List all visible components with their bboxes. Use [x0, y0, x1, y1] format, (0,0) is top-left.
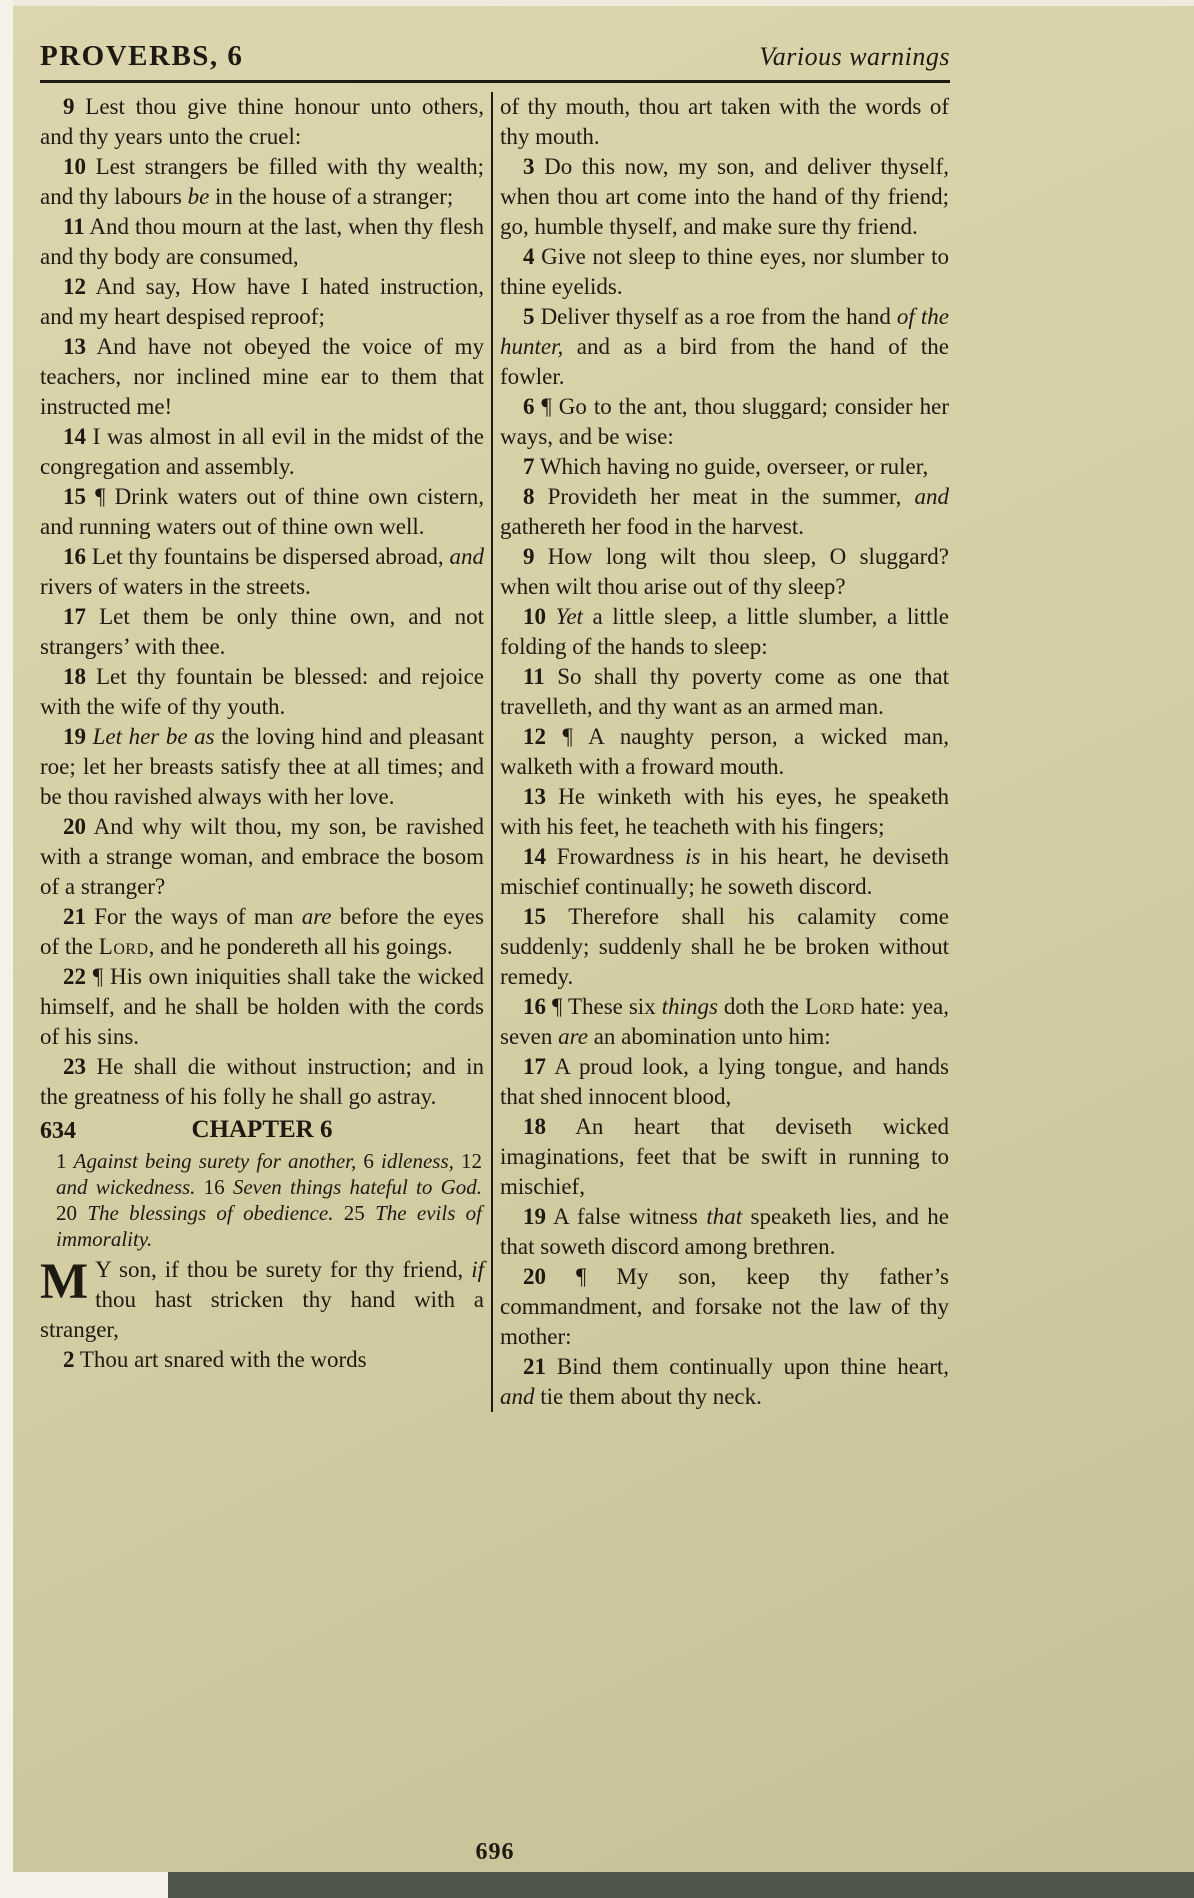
verse-17: 17 Let them be only thine own, and not strangers’ with thee. [40, 604, 484, 659]
verse-number: 17 [523, 1054, 546, 1079]
verse-2: 2 Thou art snared with the words [63, 1347, 367, 1372]
verse-14: 14 Frowardness is in his heart, he deviseth mischief continually; he soweth discord. [500, 844, 949, 899]
chapter-heading [40, 1114, 484, 1146]
verse-continuation: of thy mouth, thou art taken with the words of thy mouth. [500, 94, 949, 149]
folio-number: 634 [40, 1118, 76, 1144]
verse-number: 9 [523, 544, 535, 569]
verse-number: 10 [523, 604, 546, 629]
page-edge-left [0, 0, 13, 1898]
small-caps-lord: Lord [98, 934, 149, 959]
verse-9: 9 How long wilt thou sleep, O sluggard? when wilt thou arise out of thy sleep? [500, 544, 949, 599]
verse-number: 21 [523, 1354, 546, 1379]
verse-number: 12 [523, 724, 546, 749]
column-divider [491, 92, 493, 1412]
verse-number: 16 [523, 994, 546, 1019]
verse-number: 11 [523, 664, 545, 689]
running-head: Various warnings [759, 42, 950, 71]
verse-10: 10 Yet a little sleep, a little slumber, a little folding of the hands to sleep: [500, 604, 950, 659]
verse-5: 5 Deliver thyself as a roe from the hand of the hunter, and as a bird from the hand of the fowler. [500, 304, 949, 389]
verse-1-dropcap: M Y son, if thou be surety for thy friend, if thou hast stricken thy hand with a stranger, [40, 1254, 484, 1342]
verse-21: 21 For the ways of man are before the eyes of the Lord, and he pondereth all his goings. [40, 904, 485, 959]
verse-19: 19 A false witness that speaketh lies, and he that soweth discord among brethren. [500, 1204, 949, 1259]
verse-22: 22 ¶ His own iniquities shall take the wicked himself, and he shall be holden with the cords of his sins. [40, 964, 484, 1049]
verse-number: 13 [63, 334, 86, 359]
verse-number: 20 [63, 814, 86, 839]
verse-number: 16 [63, 544, 86, 569]
verse-number: 7 [523, 454, 535, 479]
verse-16: 16 Let thy fountains be dispersed abroad, and rivers of waters in the streets. [40, 544, 484, 599]
verse-number: 19 [523, 1204, 546, 1229]
verse-11: 11 So shall thy poverty come as one that travelleth, and thy want as an armed man. [500, 664, 949, 719]
chapter-label: CHAPTER 6 [191, 1116, 333, 1143]
verse-18: 18 Let thy fountain be blessed: and rejoice with the wife of thy youth. [40, 664, 484, 719]
page-edge-bottom-band [168, 1872, 1194, 1898]
page-edge-bottom-left [0, 1872, 168, 1898]
verse-number: 15 [63, 484, 86, 509]
page-footer [40, 1839, 950, 1866]
small-caps-lord: Lord [804, 994, 855, 1019]
verse-11: 11 And thou mourn at the last, when thy flesh and thy body are consumed, [40, 214, 484, 269]
verse-number: 19 [63, 724, 86, 749]
book-chapter-title: PROVERBS, 6 [40, 40, 244, 72]
drop-cap: M [40, 1254, 89, 1310]
verse-12: 12 ¶ A naughty person, a wicked man, walketh with a froward mouth. [500, 724, 949, 779]
verse-13: 13 And have not obeyed the voice of my teachers, nor inclined mine ear to them that instructed me! [40, 334, 484, 419]
verse-23: 23 He shall die without instruction; and in the greatness of his folly he shall go astray. [40, 1054, 484, 1109]
header-rule [40, 80, 950, 83]
verse-20: 20 ¶ My son, keep thy father’s commandment, and forsake not the law of thy mother: [500, 1264, 949, 1349]
text-columns [40, 92, 950, 1412]
chapter-summary: 1 Against being surety for another, 6 idleness, 12 and wickedness. 16 Seven things hateful to God. 20 The blessings of obedience. 25 The evils of immorality. [56, 1149, 483, 1251]
verse-number: 14 [523, 844, 546, 869]
verse-number: 4 [523, 244, 535, 269]
verse-number: 22 [63, 964, 86, 989]
verse-number: 21 [63, 904, 86, 929]
verse-number: 15 [523, 904, 546, 929]
verse-10: 10 Lest strangers be filled with thy wealth; and thy labours be in the house of a stranger; [40, 154, 484, 209]
verse-19: 19 Let her be as the loving hind and pleasant roe; let her breasts satisfy thee at all times; and be thou ravished always with her love. [40, 724, 484, 809]
verse-7: 7 Which having no guide, overseer, or ruler, [523, 454, 929, 479]
verse-number: 10 [63, 154, 86, 179]
verse-18: 18 An heart that deviseth wicked imaginations, feet that be swift in running to mischief, [500, 1114, 949, 1199]
verse-number: 11 [63, 214, 85, 239]
verse-number: 20 [523, 1264, 546, 1289]
verse-15: 15 Therefore shall his calamity come suddenly; suddenly shall he be broken without remedy. [500, 904, 949, 989]
verse-number: 3 [523, 154, 535, 179]
verse-20: 20 And why wilt thou, my son, be ravished with a strange woman, and embrace the bosom of a stranger? [40, 814, 484, 899]
verse-number: 5 [523, 304, 535, 329]
verse-number: 17 [63, 604, 86, 629]
verse-4: 4 Give not sleep to thine eyes, nor slumber to thine eyelids. [500, 244, 949, 299]
verse-9: 9 Lest thou give thine honour unto others, and thy years unto the cruel: [40, 94, 484, 149]
verse-number: 13 [523, 784, 546, 809]
verse-number: 9 [63, 94, 75, 119]
verse-17: 17 A proud look, a lying tongue, and hands that shed innocent blood, [500, 1054, 949, 1109]
verse-12: 12 And say, How have I hated instruction, and my heart despised reproof; [40, 274, 484, 329]
verse-number: 12 [63, 274, 86, 299]
page-edge-top [0, 0, 1194, 6]
right-column [500, 92, 949, 1412]
verse-8: 8 Provideth her meat in the summer, and gathereth her food in the harvest. [500, 484, 949, 539]
verse-14: 14 I was almost in all evil in the midst of the congregation and assembly. [40, 424, 484, 479]
left-column [40, 92, 484, 1412]
verse-15: 15 ¶ Drink waters out of thine own cistern, and running waters out of thine own well. [40, 484, 484, 539]
verse-3: 3 Do this now, my son, and deliver thyself, when thou art come into the hand of thy friend; go, humble thyself, and make sure thy friend. [500, 154, 949, 239]
verse-number: 23 [63, 1054, 86, 1079]
verse-13: 13 He winketh with his eyes, he speaketh with his feet, he teacheth with his fingers; [500, 784, 949, 839]
verse-number: 18 [523, 1114, 546, 1139]
verse-6: 6 ¶ Go to the ant, thou sluggard; consider her ways, and be wise: [500, 394, 949, 449]
verse-number: 8 [523, 484, 535, 509]
verse-number: 18 [63, 664, 86, 689]
page-content [40, 40, 950, 1412]
verse-number: 6 [523, 394, 535, 419]
verse-number: 2 [63, 1347, 75, 1372]
verse-number: 14 [63, 424, 86, 449]
bottom-page-number: 696 [475, 1839, 515, 1865]
verse-16: 16 ¶ These six things doth the Lord hate: yea, seven are an abomination unto him: [500, 994, 949, 1049]
verse-21: 21 Bind them continually upon thine heart, and tie them about thy neck. [500, 1354, 949, 1409]
page-header [40, 40, 950, 73]
